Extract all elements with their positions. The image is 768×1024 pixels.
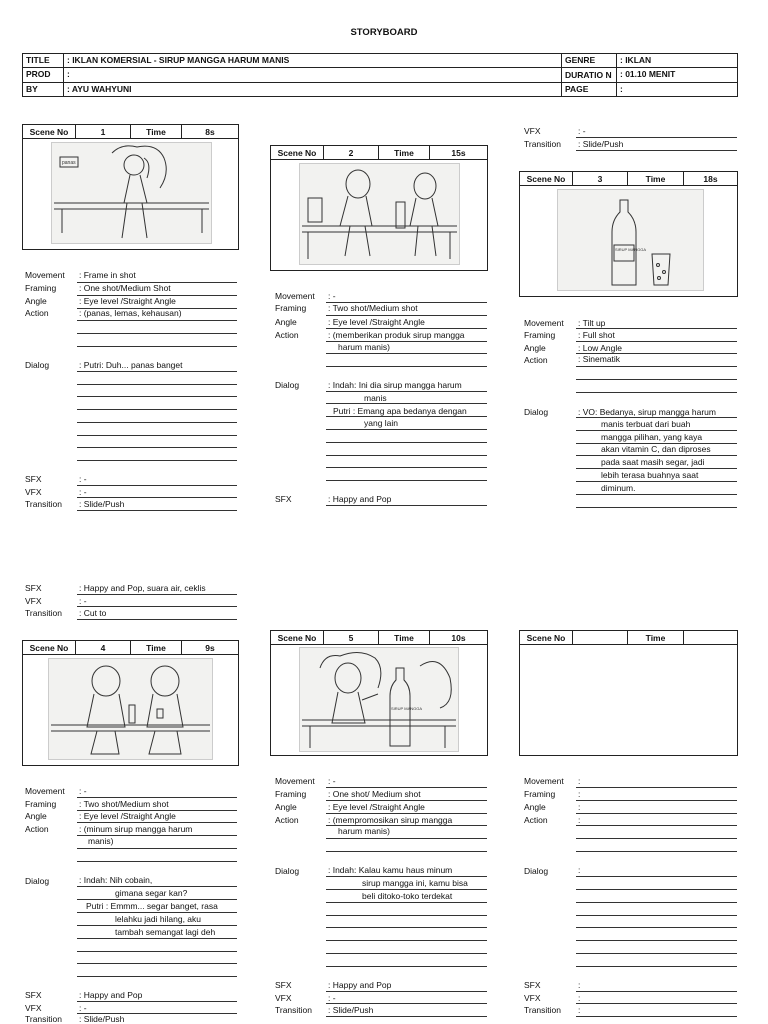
- by-value: : AYU WAHYUNI: [64, 83, 562, 97]
- divider: [77, 619, 237, 620]
- s4-movement-label: Movement: [25, 786, 65, 796]
- s6-action-value: :: [578, 815, 581, 825]
- divider: [576, 507, 737, 508]
- divider: [576, 341, 737, 342]
- s2-sfx-value: : Happy and Pop: [328, 494, 392, 504]
- time-label: Time: [131, 125, 182, 138]
- divider: [77, 460, 237, 461]
- s2-angle-label: Angle: [275, 317, 297, 327]
- s3-dialog-label: Dialog: [524, 407, 549, 417]
- divider: [326, 889, 487, 890]
- s6-transition-label: Transition: [524, 1005, 562, 1015]
- divider: [326, 1003, 487, 1004]
- duration-label: DURATIO N: [562, 68, 617, 83]
- s5-framing-label: Framing: [275, 789, 307, 799]
- s1-sfx-value: : -: [79, 474, 87, 484]
- time-label: Time: [379, 146, 430, 159]
- s5-sfx-label: SFX: [275, 980, 292, 990]
- scene-4-time: 9s: [205, 642, 215, 653]
- scene-3-bottle-label: SIRUP MANGGA: [615, 247, 647, 252]
- divider: [77, 371, 237, 372]
- divider: [326, 991, 487, 992]
- divider: [576, 150, 737, 151]
- s1-framing-value: : One shot/Medium Shot: [79, 283, 171, 293]
- divider: [576, 366, 737, 367]
- divider: [326, 480, 487, 481]
- scene-2-sketch: [299, 163, 460, 265]
- s2-sfx-label: SFX: [275, 494, 292, 504]
- s2-action-value-1: : (memberikan produk sirup mangga: [328, 330, 465, 340]
- divider: [576, 902, 737, 903]
- divider: [576, 494, 737, 495]
- s4-movement-value: : -: [79, 786, 87, 796]
- divider: [77, 435, 237, 436]
- divider: [326, 429, 487, 430]
- s6-framing-label: Framing: [524, 789, 556, 799]
- s5-action-value-2: harum manis): [338, 826, 390, 836]
- scene-4-head: [23, 641, 238, 655]
- s1x-sfx-value: : Happy and Pop, suara air, ceklis: [79, 583, 206, 593]
- scene-1-head: [23, 125, 238, 139]
- page-title: STORYBOARD: [350, 27, 418, 38]
- s3-dialog-value-5: pada saat masih segar, jadi: [601, 457, 705, 467]
- s5-framing-value: : One shot/ Medium shot: [328, 789, 421, 799]
- page-value: :: [617, 83, 738, 97]
- scene-1-sketch: [51, 142, 212, 244]
- divider: [326, 851, 487, 852]
- divider: [77, 447, 237, 448]
- divider: [326, 391, 487, 392]
- s3-framing-label: Framing: [524, 330, 556, 340]
- divider: [576, 927, 737, 928]
- divider: [77, 409, 237, 410]
- s5-dialog-value-1: : Indah: Kalau kamu haus minum: [328, 865, 453, 875]
- scene-2-time: 15s: [451, 147, 466, 158]
- divider: [576, 915, 737, 916]
- s4-vfx-label: VFX: [25, 1003, 42, 1013]
- s3-dialog-value-6: lebih terasa buahnya saat: [601, 470, 699, 480]
- divider: [77, 976, 237, 977]
- scene-4-number: 4: [76, 641, 131, 654]
- divider: [326, 940, 487, 941]
- s4-transition-label: Transition: [25, 1014, 63, 1024]
- s3top-vfx-label: VFX: [524, 126, 541, 136]
- divider: [326, 505, 487, 506]
- s5-dialog-value-2: sirup mangga ini, kamu bisa: [362, 878, 468, 888]
- time-label: Time: [379, 631, 430, 644]
- divider: [77, 886, 237, 887]
- divider: [77, 422, 237, 423]
- divider: [77, 912, 237, 913]
- scene-5-time: 10s: [451, 632, 466, 643]
- s3-dialog-value-4: akan vitamin C, dan diproses: [601, 444, 711, 454]
- s5-transition-label: Transition: [275, 1005, 313, 1015]
- time-label: Time: [628, 631, 684, 644]
- s2-movement-label: Movement: [275, 291, 315, 301]
- s2-angle-value: : Eye level /Straight Angle: [328, 317, 425, 327]
- s3top-vfx-value: : -: [578, 126, 586, 136]
- s1-dialog-label: Dialog: [25, 360, 50, 370]
- divider: [576, 800, 737, 801]
- s1-angle-value: : Eye level /Straight Angle: [79, 296, 176, 306]
- divider: [77, 899, 237, 900]
- s3-dialog-value-2: manis terbuat dari buah: [601, 419, 691, 429]
- s5-vfx-label: VFX: [275, 993, 292, 1003]
- scene-no-label: Scene No: [520, 631, 573, 644]
- s4-framing-value: : Two shot/Medium shot: [79, 799, 169, 809]
- s2-dialog-label: Dialog: [275, 380, 300, 390]
- s3-angle-label: Angle: [524, 343, 546, 353]
- divider: [326, 953, 487, 954]
- s5-sfx-value: : Happy and Pop: [328, 980, 392, 990]
- title-value: : IKLAN KOMERSIAL - SIRUP MANGGA HARUM MANIS: [64, 54, 562, 68]
- s4-angle-value: : Eye level /Straight Angle: [79, 811, 176, 821]
- divider: [326, 787, 487, 788]
- by-label: BY: [23, 83, 64, 97]
- s1-movement-label: Movement: [25, 270, 65, 280]
- s3-action-value: : Sinematik: [578, 354, 621, 364]
- scene-1-sign-text: panas: [62, 160, 76, 166]
- s2-dialog-value-2: manis: [364, 393, 387, 403]
- scene-no-label: Scene No: [23, 125, 76, 138]
- divider: [326, 915, 487, 916]
- s2-framing-value: : Two shot/Medium shot: [328, 303, 418, 313]
- scene-2-number: 2: [324, 146, 379, 159]
- s6-vfx-value: :: [578, 993, 581, 1003]
- divider: [326, 455, 487, 456]
- scene-no-label: Scene No: [271, 146, 324, 159]
- divider: [576, 851, 737, 852]
- s5-dialog-value-3: beli ditoko-toko terdekat: [362, 891, 453, 901]
- s5-movement-value: : -: [328, 776, 336, 786]
- title-label: TITLE: [23, 54, 64, 68]
- scene-no-label: Scene No: [520, 172, 573, 185]
- divider: [326, 366, 487, 367]
- divider: [576, 940, 737, 941]
- s1x-vfx-value: : -: [79, 596, 87, 606]
- scene-3-sketch: [557, 189, 704, 291]
- s5-movement-label: Movement: [275, 776, 315, 786]
- scene-4-box: [22, 640, 239, 766]
- s1-vfx-label: VFX: [25, 487, 42, 497]
- divider: [576, 328, 737, 329]
- divider: [326, 813, 487, 814]
- s4-dialog-value-4: lelahku jadi hilang, aku: [115, 914, 202, 924]
- divider: [326, 838, 487, 839]
- s1-action-label: Action: [25, 308, 49, 318]
- divider: [77, 497, 237, 498]
- s6-action-label: Action: [524, 815, 548, 825]
- s4-dialog-label: Dialog: [25, 876, 50, 886]
- scene-3-time: 18s: [703, 173, 718, 184]
- s2-dialog-value-1: : Indah: Ini dia sirup mangga harum: [328, 380, 462, 390]
- s1-vfx-value: : -: [79, 487, 87, 497]
- scene-6-head: [520, 631, 737, 645]
- divider: [576, 455, 737, 456]
- s6-angle-value: :: [578, 802, 581, 812]
- s1x-sfx-label: SFX: [25, 583, 42, 593]
- s4-sfx-label: SFX: [25, 990, 42, 1000]
- s4-framing-label: Framing: [25, 799, 57, 809]
- divider: [576, 966, 737, 967]
- divider: [576, 838, 737, 839]
- divider: [326, 927, 487, 928]
- divider: [576, 876, 737, 877]
- s4-action-value-2: manis): [88, 836, 114, 846]
- divider: [77, 346, 237, 347]
- duration-value: : 01.10 MENIT: [617, 68, 738, 83]
- s5-dialog-label: Dialog: [275, 866, 300, 876]
- s3-angle-value: : Low Angle: [578, 343, 622, 353]
- scene-3-number: 3: [573, 172, 628, 185]
- divider: [326, 403, 487, 404]
- divider: [77, 606, 237, 607]
- divider: [77, 320, 237, 321]
- divider: [326, 353, 487, 354]
- s5-vfx-value: : -: [328, 993, 336, 1003]
- s1x-transition-value: : Cut to: [79, 608, 107, 618]
- divider: [576, 379, 737, 380]
- divider: [326, 902, 487, 903]
- s3-dialog-value-1: : VO: Bedanya, sirup mangga harum: [578, 407, 716, 417]
- s5-action-value-1: : (mempromosikan sirup mangga: [328, 815, 453, 825]
- s3-movement-label: Movement: [524, 318, 564, 328]
- s6-vfx-label: VFX: [524, 993, 541, 1003]
- header-table: [22, 53, 738, 97]
- page-label: PAGE: [562, 83, 617, 97]
- s3-action-label: Action: [524, 355, 548, 365]
- scene-3-head: [520, 172, 737, 186]
- s3-dialog-value-3: mangga pilihan, yang kaya: [601, 432, 703, 442]
- divider: [77, 1001, 237, 1002]
- divider: [326, 800, 487, 801]
- divider: [576, 137, 737, 138]
- prod-value: :: [64, 68, 562, 83]
- scene-1-box: [22, 124, 239, 250]
- s4-action-label: Action: [25, 824, 49, 834]
- s5-transition-value: : Slide/Push: [328, 1005, 374, 1015]
- s1-framing-label: Framing: [25, 283, 57, 293]
- scene-no-label: Scene No: [23, 641, 76, 654]
- divider: [576, 825, 737, 826]
- divider: [576, 481, 737, 482]
- s5-angle-label: Angle: [275, 802, 297, 812]
- s1-sfx-label: SFX: [25, 474, 42, 484]
- divider: [77, 963, 237, 964]
- s4-dialog-value-5: tambah semangat lagi deh: [115, 927, 216, 937]
- scene-6-time: [684, 631, 737, 644]
- s4-dialog-value-3: Putri : Emmm... segar banget, rasa: [86, 901, 218, 911]
- divider: [576, 889, 737, 890]
- divider: [326, 442, 487, 443]
- time-label: Time: [628, 172, 684, 185]
- s6-movement-label: Movement: [524, 776, 564, 786]
- divider: [326, 328, 487, 329]
- divider: [326, 416, 487, 417]
- divider: [77, 510, 237, 511]
- scene-1-number: 1: [76, 125, 131, 138]
- divider: [326, 966, 487, 967]
- s4-dialog-value-2: gimana segar kan?: [115, 888, 188, 898]
- divider: [77, 861, 237, 862]
- s6-dialog-label: Dialog: [524, 866, 549, 876]
- divider: [576, 991, 737, 992]
- s1-transition-label: Transition: [25, 499, 63, 509]
- s5-angle-value: : Eye level /Straight Angle: [328, 802, 425, 812]
- s3top-transition-value: : Slide/Push: [578, 139, 624, 149]
- scene-no-label: Scene No: [271, 631, 324, 644]
- divider: [576, 430, 737, 431]
- s6-sfx-label: SFX: [524, 980, 541, 990]
- scene-5-box: [270, 630, 488, 756]
- s2-movement-value: : -: [328, 291, 336, 301]
- divider: [77, 384, 237, 385]
- scene-6-number: [573, 631, 628, 644]
- divider: [576, 953, 737, 954]
- genre-label: GENRE: [562, 54, 617, 68]
- scene-6-box: [519, 630, 738, 756]
- s6-sfx-value: :: [578, 980, 581, 990]
- s4-dialog-value-1: : Indah: Nih cobain,: [79, 875, 153, 885]
- prod-label: PROD: [23, 68, 64, 83]
- s6-dialog-value: :: [578, 865, 581, 875]
- scene-3-box: [519, 171, 738, 297]
- divider: [326, 467, 487, 468]
- scene-5-sketch: [299, 647, 459, 752]
- s6-angle-label: Angle: [524, 802, 546, 812]
- s4-vfx-value: : -: [79, 1003, 87, 1013]
- divider: [576, 468, 737, 469]
- s2-action-value-2: harum manis): [338, 342, 390, 352]
- divider: [77, 951, 237, 952]
- divider: [77, 848, 237, 849]
- divider: [77, 925, 237, 926]
- s4-transition-value: : Slide/Push: [79, 1014, 125, 1024]
- s1-movement-value: : Frame in shot: [79, 270, 136, 280]
- scene-2-box: [270, 145, 488, 271]
- s1-action-value: : (panas, lemas, kehausan): [79, 308, 182, 318]
- s6-framing-value: :: [578, 789, 581, 799]
- s3-framing-value: : Full shot: [578, 330, 615, 340]
- divider: [576, 1016, 737, 1017]
- s2-dialog-value-4: yang lain: [364, 418, 399, 428]
- s4-sfx-value: : Happy and Pop: [79, 990, 143, 1000]
- s5-action-label: Action: [275, 815, 299, 825]
- divider: [576, 392, 737, 393]
- divider: [576, 1003, 737, 1004]
- divider: [77, 822, 237, 823]
- scene-5-number: 5: [324, 631, 379, 644]
- time-label: Time: [131, 641, 182, 654]
- divider: [576, 417, 737, 418]
- divider: [77, 797, 237, 798]
- s2-action-label: Action: [275, 330, 299, 340]
- genre-value: : IKLAN: [617, 54, 738, 68]
- scene-1-time: 8s: [205, 126, 215, 137]
- s3-movement-value: : Tilt up: [578, 318, 606, 328]
- divider: [77, 485, 237, 486]
- s4-angle-label: Angle: [25, 811, 47, 821]
- s4-action-value-1: : (minum sirup mangga harum: [79, 824, 193, 834]
- scene-5-head: [271, 631, 487, 645]
- s1-dialog-value: : Putri: Duh... panas banget: [79, 360, 183, 370]
- divider: [77, 938, 237, 939]
- divider: [326, 315, 487, 316]
- s1x-transition-label: Transition: [25, 608, 63, 618]
- s1x-vfx-label: VFX: [25, 596, 42, 606]
- scene-4-sketch: [48, 658, 213, 760]
- divider: [77, 594, 237, 595]
- s1-transition-value: : Slide/Push: [79, 499, 125, 509]
- s6-movement-value: :: [578, 776, 581, 786]
- divider: [576, 787, 737, 788]
- s6-transition-value: :: [578, 1005, 581, 1015]
- s2-framing-label: Framing: [275, 303, 307, 313]
- divider: [576, 813, 737, 814]
- s3-dialog-value-7: diminum.: [601, 483, 636, 493]
- divider: [326, 876, 487, 877]
- scene-5-bottle-label: SIRUP MANGGA: [391, 706, 423, 711]
- divider: [77, 396, 237, 397]
- scene-2-head: [271, 146, 487, 160]
- divider: [77, 333, 237, 334]
- s1-angle-label: Angle: [25, 296, 47, 306]
- s2-dialog-value-3: Putri : Emang apa bedanya dengan: [333, 406, 467, 416]
- divider: [326, 1016, 487, 1017]
- s3top-transition-label: Transition: [524, 139, 562, 149]
